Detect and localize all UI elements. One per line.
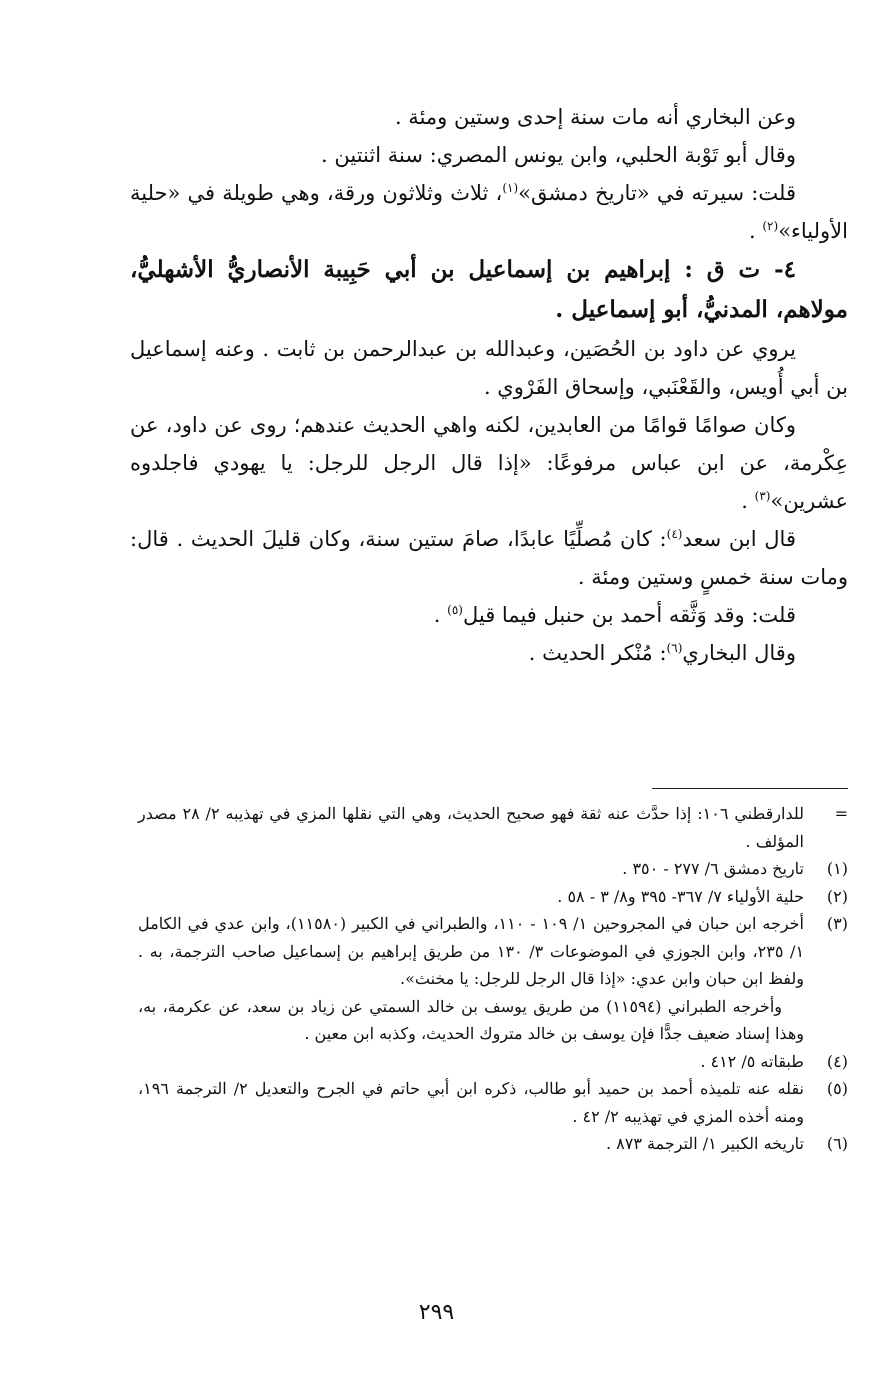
paragraph xyxy=(130,98,848,136)
footnote xyxy=(138,1075,848,1130)
text-run: يروي عن داود بن الحُصَين، وعبدالله بن عبدالرحمن بن ثابت . وعنه إسماعيل بن أبي أُويس، والقَعْنَبي، وإسحاق الفَرْوي . xyxy=(130,337,848,399)
page-number: ٢٩٩ xyxy=(418,1300,455,1325)
footnote-text: حلية الأولياء ٧/ ٣٦٧- ٣٩٥ و٨/ ٣ - ٥٨ . xyxy=(557,886,804,906)
text-run: : كان مُصلِّيًا عابدًا، صامَ ستين سنة، وكان قليلَ الحديث . قال: ومات سنة خمسٍ وستين ومئة . xyxy=(130,527,848,589)
text-run: قال ابن سعد xyxy=(682,527,796,551)
footnote-number: (٦) xyxy=(826,1134,848,1153)
text-run: قلت: وقد وَثَّقه أحمد بن حنبل فيما قيل xyxy=(462,603,796,627)
footnote xyxy=(138,1048,848,1076)
footnote-number: (٣) xyxy=(826,914,848,933)
paragraph xyxy=(130,330,848,406)
footnote-number: (٤) xyxy=(826,1051,848,1071)
text-run: وعن البخاري أنه مات سنة إحدى وستين ومئة . xyxy=(394,105,796,129)
footnote-marker: (٣) xyxy=(754,489,771,503)
footnote xyxy=(138,855,848,883)
footnote-text: للدارقطني ١٠٦: إذا حدَّث عنه ثقة فهو صحيح الحديث، وهي التي نقلها المزي في تهذيبه ٢/ ٢٨ مصدر المؤلف . xyxy=(138,804,805,851)
footnote-marker: (٤) xyxy=(666,527,683,541)
footnote-number: (١) xyxy=(826,859,848,878)
entry-heading: ٤- ت ق : إبراهيم بن إسماعيل بن أبي حَبِيبة الأنصاريُّ الأشهليُّ، مولاهم، المدنيُّ، أبو إسماعيل . xyxy=(130,256,848,323)
footnote-text: أخرجه ابن حبان في المجروحين ١/ ١٠٩ - ١١٠، والطبراني في الكبير (١١٥٨٠)، وابن عدي في الكامل ١/ ٢٣٥، وابن الجوزي في الموضوعات ٣/ ١٣٠ من طريق إبراهيم بن إسماعيل صاحب الترجمة، به . ولفظ ابن حبان وابن عدي: «إذا قال الرجل للرجل: يا مخنث». xyxy=(138,914,805,988)
footnote-continuation xyxy=(138,993,848,1048)
text-run: . xyxy=(433,603,448,627)
main-text xyxy=(130,98,848,672)
footnote-number: (٢) xyxy=(826,886,848,906)
paragraph xyxy=(130,174,848,250)
text-run: : مُنْكر الحديث . xyxy=(528,641,667,665)
footnote xyxy=(138,883,848,911)
footnote-text: طبقاته ٥/ ٤١٢ . xyxy=(700,1051,804,1071)
footnote xyxy=(138,800,848,855)
footnote xyxy=(138,910,848,993)
footnote-marker: (٥) xyxy=(447,603,463,617)
footnote-marker: (٢) xyxy=(762,219,779,233)
footnotes xyxy=(138,800,848,1158)
footnote-number: (٥) xyxy=(826,1079,848,1098)
footnote xyxy=(138,1130,848,1158)
paragraph xyxy=(130,596,848,634)
paragraph xyxy=(130,136,848,174)
footnote-number: = xyxy=(834,804,848,823)
paragraph xyxy=(130,634,848,672)
text-run: ، ثلاث وثلاثون ورقة، وهي طويلة في «حلية الأولياء» xyxy=(130,181,848,243)
text-run: وقال البخاري xyxy=(682,641,796,665)
text-run: . xyxy=(749,219,763,243)
footnote-text: وأخرجه الطبراني (١١٥٩٤) من طريق يوسف بن خالد السمتي عن زياد بن سعد، عن عكرمة، به، وهذا إسناد ضعيف جدًّا فإن يوسف بن خالد متروك الحديث، وكذبه ابن معين . xyxy=(138,996,804,1043)
paragraph xyxy=(130,406,848,520)
footnote-text: نقله عنه تلميذه أحمد بن حميد أبو طالب، ذكره ابن أبي حاتم في الجرح والتعديل ٢/ الترجمة ١٩٦، ومنه أخذه المزي في تهذيبه ٢/ ٤٢ . xyxy=(138,1079,805,1126)
footnote-divider xyxy=(652,788,848,789)
text-run: قلت: سيرته في «تاريخ دمشق» xyxy=(518,181,796,205)
text-run: . xyxy=(741,489,755,513)
footnote-text: تاريخه الكبير ١/ الترجمة ٨٧٣ . xyxy=(605,1134,804,1153)
text-run: وكان صوامًا قوامًا من العابدين، لكنه واهي الحديث عندهم؛ روى عن داود، عن عِكْرمة، عن ابن عباس مرفوعًا: «إذا قال الرجل للرجل: يا يهودي فاجلدوه عشرين» xyxy=(130,413,848,513)
paragraph xyxy=(130,520,848,596)
footnote-marker: (٦) xyxy=(666,641,683,655)
text-run: وقال أبو تَوْبة الحلبي، وابن يونس المصري: سنة اثنتين . xyxy=(321,143,796,167)
footnote-marker: (١) xyxy=(502,181,519,195)
footnote-text: تاريخ دمشق ٦/ ٢٧٧ - ٣٥٠ . xyxy=(622,859,804,878)
